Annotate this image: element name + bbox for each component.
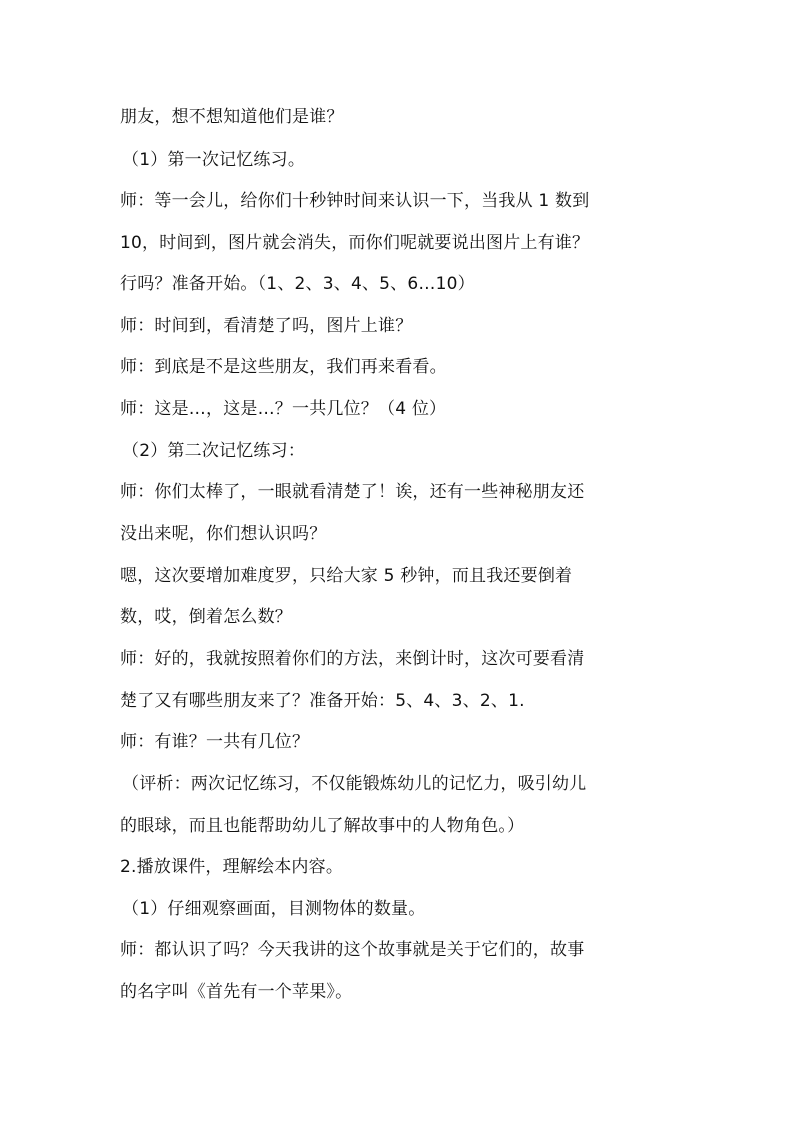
text-line: 师：等一会儿，给你们十秒钟时间来认识一下，当我从 1 数到 [120,191,590,211]
text-line: 朋友，想不想知道他们是谁？ [120,107,344,127]
text-line: （2）第二次记忆练习： [122,441,306,461]
text-line: 2.播放课件，理解绘本内容。 [120,857,344,877]
text-line: （1）第一次记忆练习。 [122,150,306,170]
text-line: 师：好的，我就按照着你们的方法，来倒计时，这次可要看清 [120,649,585,669]
text-line: 师：时间到，看清楚了吗，图片上谁？ [120,316,413,336]
text-line: 行吗？准备开始。（1、2、3、4、5、6…10） [120,274,475,294]
text-line: 师：你们太棒了，一眼就看清楚了！诶，还有一些神秘朋友还 [120,482,585,502]
text-line: 师：都认识了吗？今天我讲的这个故事就是关于它们的，故事 [120,940,585,960]
text-line: 师：有谁？一共有几位？ [120,732,310,752]
text-line: 嗯，这次要增加难度罗，只给大家 5 秒钟，而且我还要倒着 [120,566,573,586]
text-line: 10，时间到，图片就会消失，而你们呢就要说出图片上有谁？ [120,233,590,253]
text-line: （评析：两次记忆练习，不仅能锻炼幼儿的记忆力，吸引幼儿 [122,774,587,794]
text-line: 师：到底是不是这些朋友，我们再来看看。 [120,357,447,377]
text-line: 师：这是…，这是…？一共几位？（4 位） [120,399,447,419]
text-line: 数，哎，倒着怎么数？ [120,607,292,627]
text-line: 没出来呢，你们想认识吗？ [120,524,327,544]
text-line: 的名字叫《首先有一个苹果》。 [120,982,353,1002]
text-line: 的眼球，而且也能帮助幼儿了解故事中的人物角色。） [120,816,525,836]
text-line: （1）仔细观察画面，目测物体的数量。 [122,899,426,919]
text-line: 楚了又有哪些朋友来了？准备开始：5、4、3、2、1. [120,691,525,711]
